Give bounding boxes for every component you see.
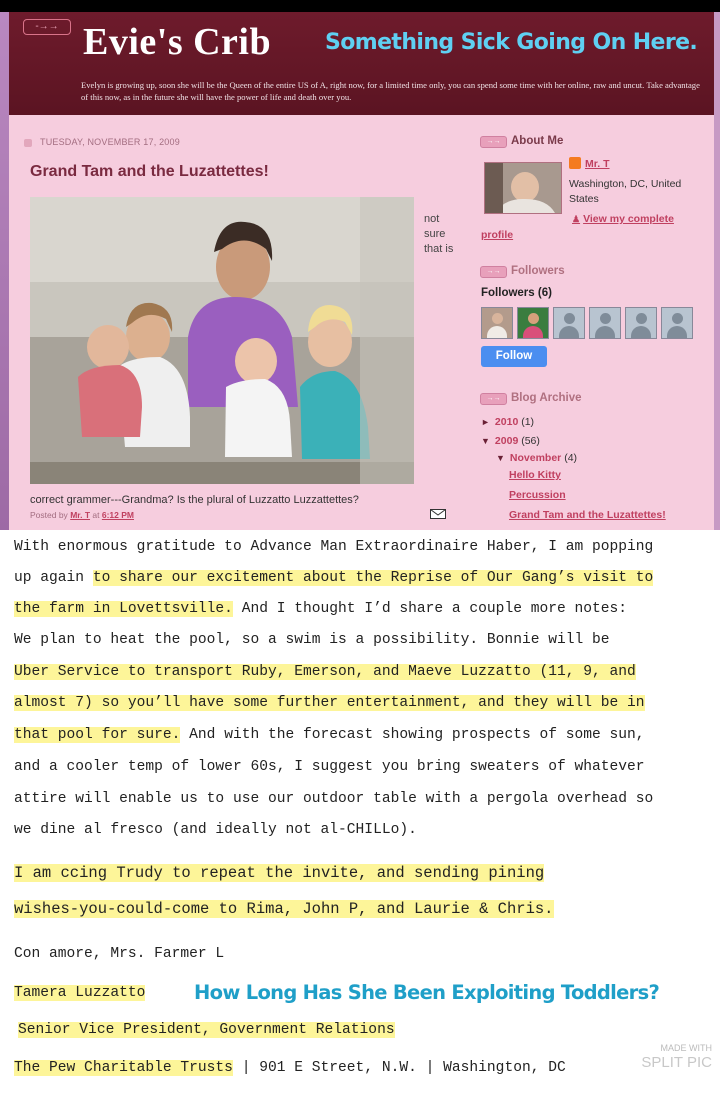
follower-avatar[interactable] <box>661 307 693 339</box>
email-line: almost 7) so you’ll have some further entertainment, and they will be in <box>14 695 645 711</box>
heading-arrow-icon: →→ <box>480 136 507 148</box>
signature-org-line: The Pew Charitable Trusts | 901 E Street, N.W. | Washington, DC <box>14 1060 566 1076</box>
follower-avatar[interactable] <box>589 307 621 339</box>
signature-title: Senior Vice President, Government Relations <box>18 1022 395 1038</box>
header-arrow-icon: -→→ <box>23 19 71 35</box>
blog-title[interactable]: Evie's Crib <box>83 21 272 63</box>
email-line: We plan to heat the pool, so a swim is a possibility. Bonnie will be <box>14 632 610 648</box>
post-footer <box>30 510 134 520</box>
collapse-icon[interactable]: ▼ <box>496 453 505 463</box>
top-strip <box>0 0 720 12</box>
view-profile-link[interactable]: ♟ View my complete <box>572 213 674 225</box>
email-line: and a cooler temp of lower 60s, I suggest you bring sweaters of whatever <box>14 759 645 775</box>
archive-post-link[interactable]: Hello Kitty <box>509 469 561 481</box>
signature-name: Tamera Luzzatto <box>14 985 146 1001</box>
follow-button[interactable]: Follow <box>481 346 547 367</box>
archive-month-november[interactable]: ▼ November (4) <box>496 452 578 464</box>
archive-post-link[interactable]: Percussion <box>509 489 566 501</box>
collapse-icon[interactable]: ▼ <box>481 436 490 446</box>
post-title[interactable]: Grand Tam and the Luzattettes! <box>30 163 269 180</box>
email-closing: Con amore, Mrs. Farmer L <box>14 946 225 962</box>
blog-tagline: Something Sick Going On Here. <box>325 30 698 55</box>
post-time-link[interactable]: 6:12 PM <box>101 510 134 520</box>
email-excerpt <box>0 530 720 1093</box>
post-caption: correct grammer---Grandma? Is the plural of Luzzatto Luzzattettes? <box>30 494 359 506</box>
blog-screenshot <box>0 0 720 530</box>
blogger-icon <box>569 157 581 169</box>
post-side-note: not sure that is <box>424 213 454 255</box>
email-line: that pool for sure. And with the forecast showing prospects of some sun, <box>14 727 645 743</box>
overlay-caption: How Long Has She Been Exploiting Toddlers? <box>194 981 660 1004</box>
followers-count: Followers (6) <box>481 287 552 299</box>
post-author-link[interactable]: Mr. T <box>70 510 91 520</box>
post-photo <box>30 197 414 484</box>
archive-year-2010[interactable]: ► 2010 (1) <box>481 416 535 428</box>
follower-avatar[interactable] <box>625 307 657 339</box>
blog-description: Evelyn is growing up, soon she will be the Queen of the entire US of A, right now, for a limited time only, you can spend some time with her online, raw and uncut. Take advantage of this now, as in the future she will have the power of life and death over you. <box>81 80 700 102</box>
follower-avatar[interactable] <box>517 307 549 339</box>
archive-year-2009[interactable]: ▼ 2009 (56) <box>481 435 540 447</box>
sidebar <box>474 125 708 525</box>
email-line: we dine al fresco (and ideally not al-CHILLo). <box>14 822 417 838</box>
left-decoration <box>0 12 9 530</box>
blog-header <box>9 12 714 115</box>
profile-name-link[interactable]: Mr. T <box>569 157 610 170</box>
person-icon: ♟ <box>572 214 581 224</box>
archive-post-link[interactable]: Grand Tam and the Luzattettes! <box>509 509 666 521</box>
post-date: TUESDAY, NOVEMBER 17, 2009 <box>40 137 180 147</box>
blog-archive-heading: →→ Blog Archive <box>480 392 582 405</box>
expand-icon[interactable]: ► <box>481 417 490 427</box>
email-line: attire will enable us to use our outdoor table with a pergola overhead so <box>14 791 654 807</box>
email-line: up again to share our excitement about the Reprise of Our Gang’s visit to <box>14 570 654 586</box>
posted-by-prefix: Posted by <box>30 510 68 520</box>
follower-avatar[interactable] <box>553 307 585 339</box>
right-decoration <box>714 12 720 530</box>
post-column <box>20 125 460 525</box>
about-me-heading: →→ About Me <box>480 135 563 148</box>
followers-heading: →→ Followers <box>480 265 565 278</box>
heading-arrow-icon: →→ <box>480 266 507 278</box>
profile-photo[interactable] <box>484 162 562 214</box>
follower-avatar[interactable] <box>481 307 513 339</box>
email-post-icon[interactable] <box>430 509 446 519</box>
email-line: I am ccing Trudy to repeat the invite, and sending pining <box>14 864 545 882</box>
email-line: wishes-you-could-come to Rima, John P, and Laurie & Chris. <box>14 900 554 918</box>
email-line: the farm in Lovettsville. And I thought I’d share a couple more notes: <box>14 601 628 617</box>
view-profile-link-continued[interactable]: profile <box>481 229 514 241</box>
date-bullet-icon <box>24 139 32 147</box>
posted-at: at <box>92 510 100 520</box>
profile-location: Washington, DC, United States <box>569 178 682 205</box>
email-line: With enormous gratitude to Advance Man Extraordinaire Haber, I am popping <box>14 539 654 555</box>
email-line: Uber Service to transport Ruby, Emerson, and Maeve Luzzatto (11, 9, and <box>14 664 636 680</box>
heading-arrow-icon: →→ <box>480 393 507 405</box>
app-watermark: MADE WITH SPLIT PIC <box>641 1043 712 1071</box>
follower-avatars <box>481 307 693 339</box>
